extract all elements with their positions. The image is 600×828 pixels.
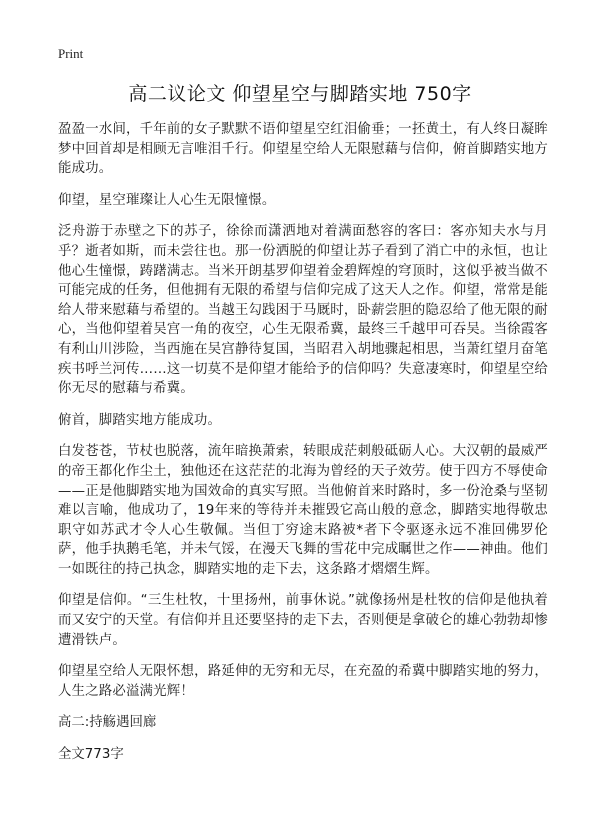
page-title: 高二议论文 仰望星空与脚踏实地 750字	[128, 83, 472, 105]
word-count: 全文773字	[58, 747, 124, 763]
print-link[interactable]: Print	[58, 46, 84, 61]
paragraph-thesis-gaze: 仰望，星空璀璨让人心生无限憧憬。	[58, 192, 276, 208]
paragraph-gaze-examples: 泛舟游于赤壁之下的苏子，徐徐而潇洒地对着满面愁容的客曰：客亦知夫水与月乎？逝者如斯，而未尝往也。那一份洒脱的仰望让苏子看到了消亡中的永恒，也让他心生憧憬，踌躇满志。当米开朗基罗仰望着金碧辉煌的穹顶时，这似乎被当做不可能完成的任务，但他拥有无限的希望与信仰完成了这天人之作。仰望，常常是能给人带来慰藉与希望的。当越王勾践困于马厩时，卧薪尝胆的隐忍给了他无限的耐心，当他仰望着吴宫一角的夜空，心生无限希冀，最终三千越甲可吞吴。当徐霞客有利山川涉险，当西施在吴宫静待复国，当昭君入胡地骤起相思，当萧红望月奋笔疾书呼兰河传……这一切莫不是仰望才能给予的信仰吗？失意凄寒时，仰望星空给你无尽的慰藉与希冀。	[58, 224, 548, 397]
article-body	[58, 120, 548, 777]
paragraph-thesis-grounded: 俯首，脚踏实地方能成功。	[58, 412, 222, 428]
paragraph-conclusion: 仰望星空给人无限怀想，路延伸的无穷和无尽，在充盈的希冀中脚踏实地的努力，人生之路必溢满光辉！	[58, 664, 548, 699]
paragraph-grounded-examples: 白发苍苍，节杖也脱落，流年暗换萧索，转眼成茫刺般砥砺人心。大汉朝的最威严的帝王都化作尘土，独他还在这茫茫的北海为曾经的天子效劳。使于四方不辱使命——正是他脚踏实地为国效命的真实写照。当他俯首来时路时，多一份沧桑与坚韧难以言喻，他成功了，19年来的等待并未摧毁它高山般的意念，脚踏实地得敬忠职守如苏武才令人心生敬佩。当但丁穷途末路被*者下令驱逐永远不准回佛罗伦萨，他手执鹅毛笔，并未气馁，在漫天飞舞的雪花中完成瞩世之作——神曲。他们一如既往的持己执念，脚踏实地的走下去，这条路才熠熠生辉。	[58, 444, 548, 577]
paragraph-intro: 盈盈一水间，千年前的女子默默不语仰望星空红泪偷垂；一抷黄土，有人终日凝眸梦中回首却是相顾无言唯泪千行。仰望星空给人无限慰藉与信仰，俯首脚踏实地方能成功。	[58, 122, 548, 177]
author-line: 高二:持觞遇回廊	[58, 715, 157, 731]
paragraph-faith: 仰望是信仰。“三生杜牧，十里扬州，前事休说。”就像扬州是杜牧的信仰是他执着而又安宁的天堂。有信仰并且还要坚持的走下去，否则便是拿破仑的雄心勃勃却惨遭滑铁卢。	[58, 593, 548, 648]
